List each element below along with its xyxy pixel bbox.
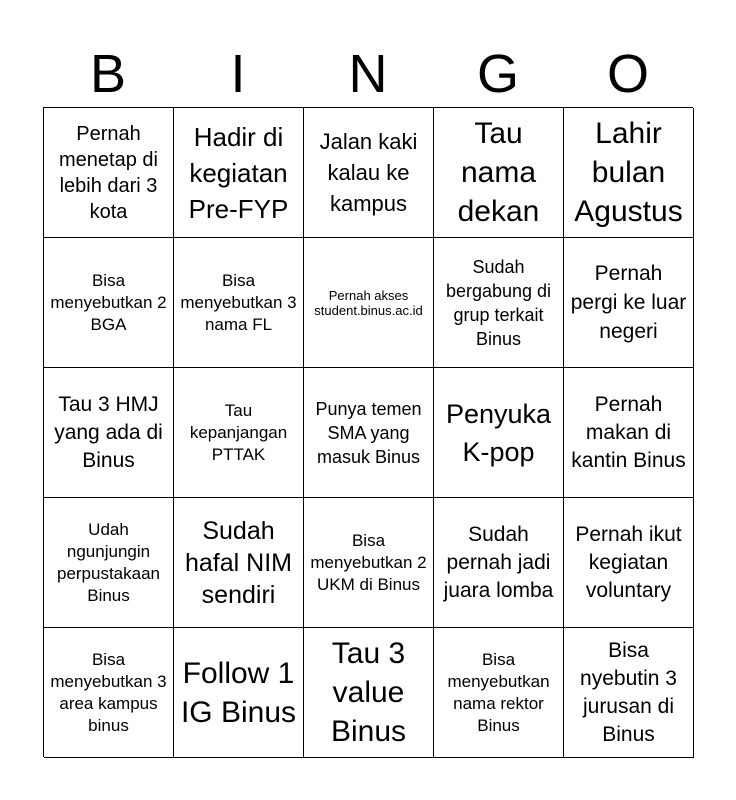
bingo-cell[interactable] [304, 368, 434, 498]
cell-text: Punya temen SMA yang masuk Binus [315, 398, 422, 467]
cell-text: Pernah menetap di lebih dari 3 kota [59, 122, 158, 223]
bingo-header [43, 40, 693, 108]
bingo-cell[interactable] [564, 368, 694, 498]
bingo-cell[interactable] [564, 498, 694, 628]
cell-text: Pernah ikut kegiatan voluntary [575, 522, 682, 602]
cell-text: Tau 3 value Binus [330, 637, 407, 748]
bingo-cell[interactable] [434, 498, 564, 628]
cell-text: Tau kepanjangan PTTAK [189, 400, 288, 464]
bingo-cell[interactable] [304, 628, 434, 758]
bingo-cell[interactable] [44, 238, 174, 368]
header-letter-o: O [606, 44, 649, 104]
bingo-cell[interactable] [174, 628, 304, 758]
bingo-cell[interactable] [174, 108, 304, 238]
bingo-cell[interactable] [44, 108, 174, 238]
cell-text: Hadir di kegiatan Pre-FYP [188, 121, 289, 224]
cell-text: Penyuka K-pop [445, 398, 552, 467]
header-letter-g: G [476, 44, 519, 104]
bingo-cell[interactable] [44, 368, 174, 498]
cell-text: Bisa nyebutin 3 jurusan di Binus [580, 638, 677, 746]
bingo-cell[interactable] [304, 238, 434, 368]
header-letter-b: B [89, 44, 127, 104]
cell-text: Lahir bulan Agustus [574, 117, 683, 228]
bingo-cell[interactable] [564, 238, 694, 368]
cell-text: Pernah akses student.binus.ac.id [314, 287, 423, 318]
bingo-cell[interactable] [174, 368, 304, 498]
cell-text: Sudah pernah jadi juara lomba [443, 522, 554, 602]
bingo-cell[interactable] [564, 628, 694, 758]
cell-text: Udah ngunjungin perpustakaan Binus [56, 519, 161, 605]
bingo-cell[interactable] [44, 628, 174, 758]
cell-text: Bisa menyebutkan 3 area kampus binus [50, 649, 167, 735]
bingo-grid [43, 107, 693, 757]
cell-text: Tau nama dekan [457, 117, 540, 228]
bingo-cell[interactable] [174, 498, 304, 628]
cell-text: Tau 3 HMJ yang ada di Binus [54, 392, 163, 472]
cell-text: Pernah pergi ke luar negeri [570, 262, 687, 343]
cell-text: Jalan kaki kalau ke kampus [319, 129, 418, 216]
header-letter-n: N [348, 44, 388, 104]
cell-text: Bisa menyebutkan 3 nama FL [180, 270, 297, 334]
bingo-cell[interactable] [44, 498, 174, 628]
bingo-cell[interactable] [174, 238, 304, 368]
bingo-cell[interactable] [304, 108, 434, 238]
cell-text: Bisa menyebutkan 2 UKM di Binus [310, 530, 427, 594]
cell-text: Bisa menyebutkan 2 BGA [50, 270, 167, 334]
bingo-cell[interactable] [304, 498, 434, 628]
cell-text: Pernah makan di kantin Binus [571, 392, 686, 472]
cell-text: Sudah hafal NIM sendiri [185, 516, 292, 609]
cell-text: Sudah bergabung di grup terkait Binus [445, 256, 552, 349]
bingo-cell[interactable] [434, 368, 564, 498]
bingo-cell[interactable] [434, 628, 564, 758]
cell-text: Bisa menyebutkan nama rektor Binus [447, 649, 550, 735]
bingo-cell[interactable] [564, 108, 694, 238]
cell-text: Follow 1 IG Binus [180, 656, 297, 729]
bingo-cell[interactable] [434, 108, 564, 238]
bingo-cell[interactable] [434, 238, 564, 368]
header-letter-i: I [230, 44, 246, 104]
